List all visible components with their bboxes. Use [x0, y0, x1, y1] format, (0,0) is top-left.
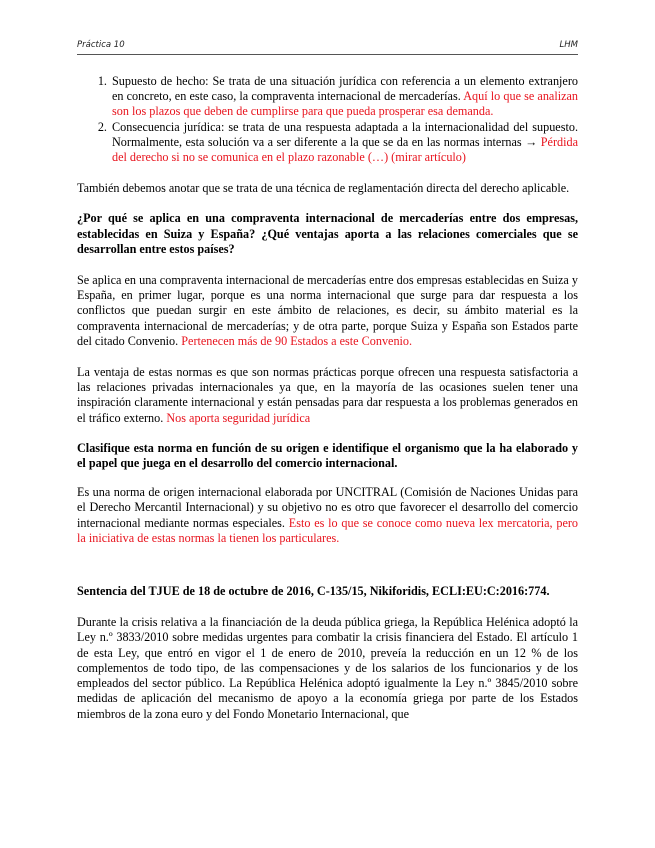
answer-text: Se aplica en una compraventa internacional de mercaderías entre dos empresas establecidas en Suiza y España, en primer lugar, porque es una norma internacional que surge para dar respuesta a los conflictos que puedan surgir en este ámbito de relaciones, es decir, su ámbito material es la compraventa internacional de mercaderías; y de otra parte, porque Suiza y España son Estados parte del citado Convenio. [77, 273, 578, 348]
header-rule [77, 54, 578, 55]
answer-text: La ventaja de estas normas es que son normas prácticas porque ofrecen una respuesta satisfactoria a las relaciones privadas internacionales ya que, en la mayoría de las ocasiones suelen tener una inspiración claramente internacional y están pensadas para dar respuesta a los problemas generados en el tráfico externo. [77, 365, 578, 425]
list-item-note: Pérdida del derecho si no se comunica en el plazo razonable (…) (mirar artículo) [112, 134, 579, 165]
answer-note: Pertenecen más de 90 Estados a este Convenio. [181, 333, 413, 348]
answer-note: Nos aporta seguridad jurídica [166, 410, 311, 425]
question-heading: ¿Por qué se aplica en una compraventa internacional de mercaderías entre dos empresas, establecidas en Suiza y España? ¿Qué ventajas aporta a las relaciones comerciales que se desarrollan entre estos países? [77, 211, 578, 256]
question-heading: Clasifique esta norma en función de su origen e identifique el organismo que la ha elaborado y el papel que juega en el desarrollo del comercio internacional. [77, 440, 578, 471]
answer-note: Esto es lo que se conoce como nueva lex mercatoria, pero la iniciativa de estas normas la tienen los particulares. [77, 515, 579, 545]
answer-paragraph [77, 485, 578, 546]
numbered-list [77, 74, 578, 165]
header-right: LHM [559, 40, 578, 50]
paragraph: Durante la crisis relativa a la financiación de la deuda pública griega, la República Helénica adoptó la Ley n.º 3833/2010 sobre medidas urgentes para combatir la crisis financiera del Estado. El artículo 1 de esta Ley, que entró en vigor el 1 de enero de 2010, preveía la reducción en un 12 % de los complementos de todo tipo, de las compensaciones y de los salarios de los funcionarios y de los empleados del sector público. La República Helénica adoptó igualmente la Ley n.º 3845/2010 sobre medidas de aplicación del mecanismo de apoyo a la economía griega por parte de los Estados miembros de la zona euro y del Fondo Monetario Internacional, que [77, 615, 578, 721]
list-item [110, 74, 578, 120]
document-body [77, 74, 578, 722]
header-left: Práctica 10 [77, 40, 125, 50]
section-heading: Sentencia del TJUE de 18 de octubre de 2016, C-135/15, Nikiforidis, ECLI:EU:C:2016:774. [77, 584, 550, 599]
answer-text: Es una norma de origen internacional elaborada por UNCITRAL (Comisión de Naciones Unidas para el Derecho Mercantil Internacional) y su objetivo no es otro que favorecer el desarrollo del comercio internacional mediante normas especiales. [77, 485, 578, 530]
paragraph: También debemos anotar que se trata de una técnica de reglamentación directa del derecho aplicable. [77, 181, 570, 196]
answer-paragraph [77, 273, 578, 349]
answer-paragraph [77, 365, 578, 426]
list-item [110, 120, 578, 166]
list-item-text: Supuesto de hecho: Se trata de una situación jurídica con referencia a un elemento extranjero en concreto, en este caso, la compraventa internacional de mercaderías. [112, 74, 578, 104]
list-item-text: Consecuencia jurídica: se trata de una respuesta adaptada a la internacionalidad del supuesto. Normalmente, esta solución va a ser diferente a la que se da en las normas internas → [112, 119, 578, 149]
list-item-note: Aquí lo que se analizan son los plazos que deben de cumplirse para que pueda prosperar esa demanda. [112, 89, 579, 119]
